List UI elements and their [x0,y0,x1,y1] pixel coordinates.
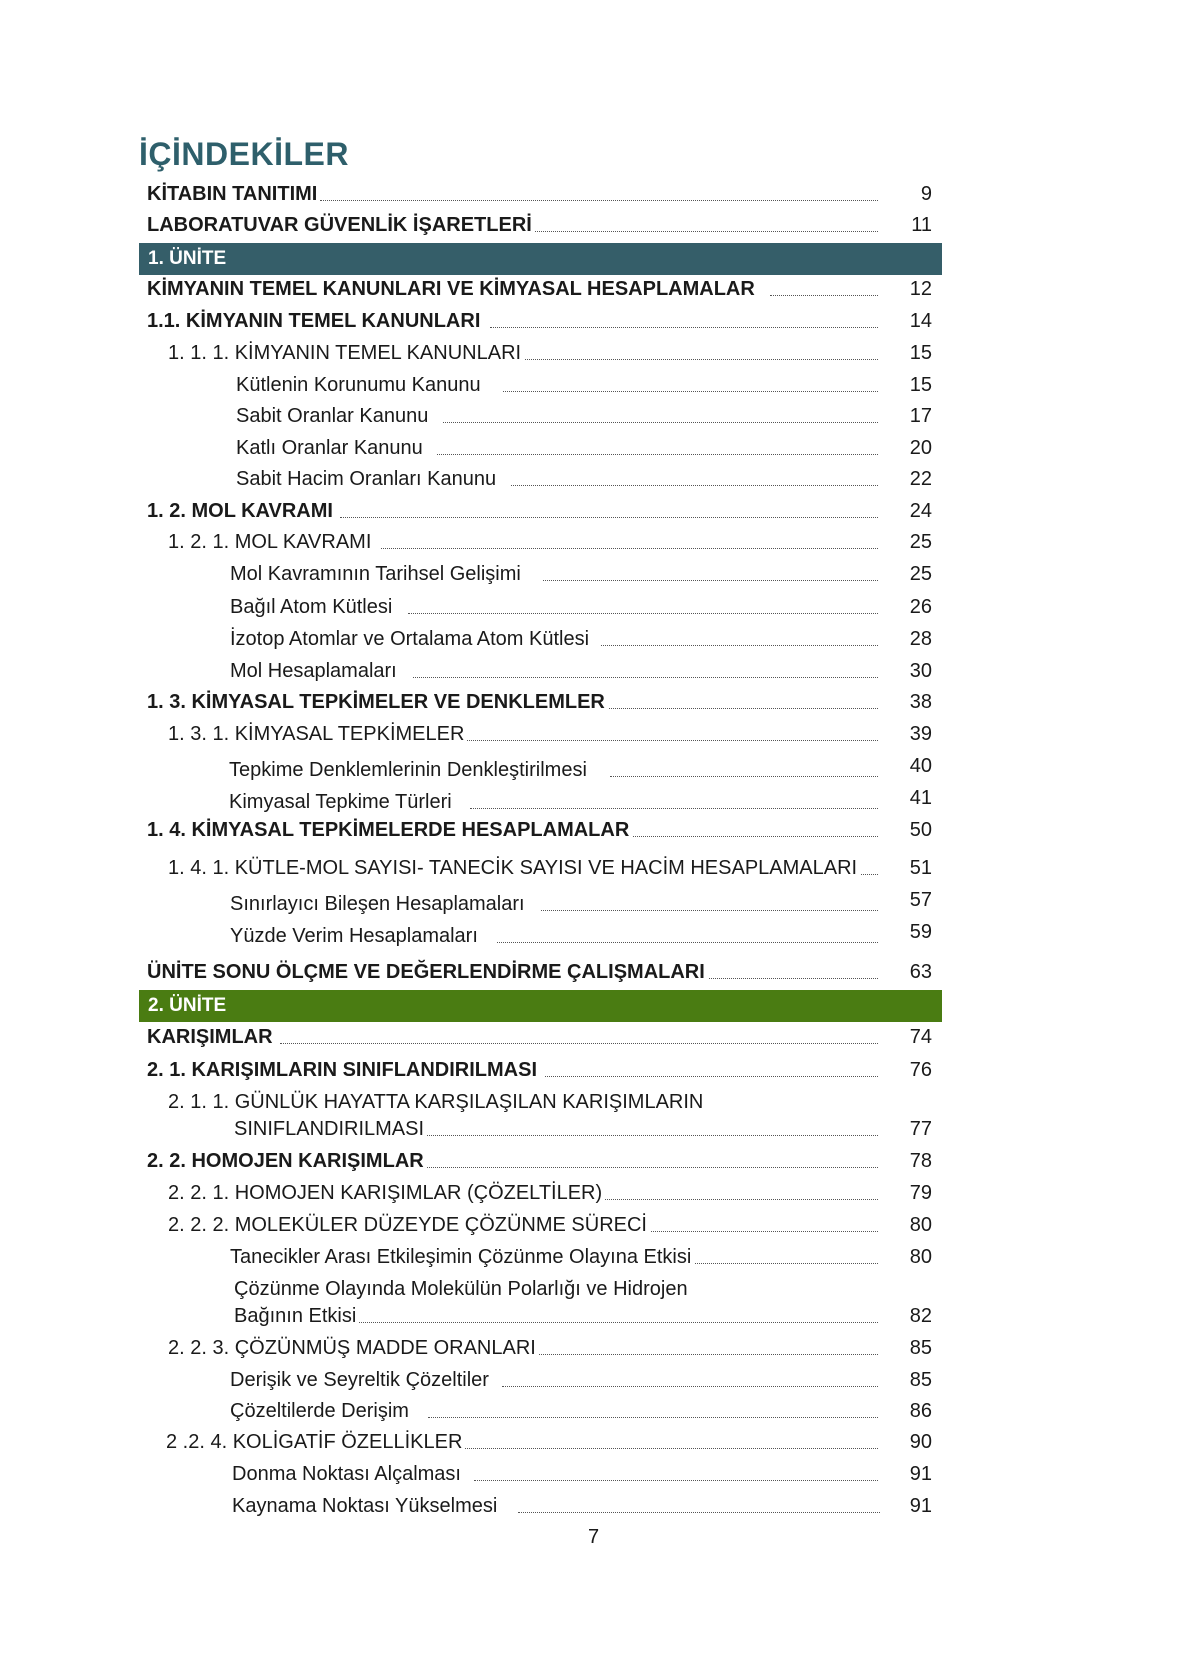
leader-dots [320,200,878,201]
leader-dots [490,327,878,328]
toc-entry-title: 2 .2. 4. KOLİGATİF ÖZELLİKLER [166,1430,465,1454]
toc-entry-page: 78 [909,1150,932,1172]
toc-entry-line1: 2. 1. 1. GÜNLÜK HAYATTA KARŞILAŞILAN KARIŞIMLARIN [168,1091,704,1113]
toc-entry-page: 40 [909,755,932,777]
toc-entry-title: Mol Hesaplamaları [230,659,400,683]
toc-entry[interactable] [0,436,1187,462]
toc-entry-title: 1. 2. 1. MOL KAVRAMI [168,530,374,554]
toc-entry-title: 1. 2. MOL KAVRAMI [147,499,336,523]
toc-entry-title: Sınırlayıcı Bileşen Hesaplamaları [230,892,528,916]
toc-entry[interactable] [0,467,1187,493]
leader-dots [428,1417,878,1418]
leader-dots [420,1167,878,1168]
leader-dots [696,978,878,979]
toc-entry[interactable] [0,1149,1187,1175]
toc-entry-page: 9 [920,183,932,205]
toc-entry[interactable] [0,562,1187,588]
toc-entry-page: 14 [909,310,932,332]
toc-entry-title: 2. 1. KARIŞIMLARIN SINIFLANDIRILMASI [147,1058,540,1082]
toc-entry[interactable] [0,889,1187,918]
leader-dots [503,391,878,392]
leader-dots [601,645,878,646]
toc-entry-page: 15 [909,374,932,396]
toc-entry-title: İzotop Atomlar ve Ortalama Atom Kütlesi [230,627,592,651]
leader-dots [443,422,878,423]
toc-entry-title: Tanecikler Arası Etkileşimin Çözünme Olayına Etkisi [230,1245,694,1269]
leader-dots [470,808,878,809]
toc-entry-page: 28 [909,628,932,650]
toc-entry-title: KİMYANIN TEMEL KANUNLARI VE KİMYASAL HESAPLAMALAR [147,277,758,301]
toc-entry-line1: Çözünme Olayında Molekülün Polarlığı ve Hidrojen [234,1278,688,1300]
toc-entry-title: 1. 4. KİMYASAL TEPKİMELERDE HESAPLAMALAR [147,818,632,842]
toc-entry-page: 25 [909,563,932,585]
toc-entry[interactable] [0,1494,1187,1520]
leader-dots [408,613,878,614]
toc-entry-page: 86 [909,1400,932,1422]
toc-entry-title: 1. 1. 1. KİMYANIN TEMEL KANUNLARI [168,341,524,365]
toc-entry[interactable] [0,1213,1187,1239]
toc-entry-page: 25 [909,531,932,553]
toc-entry-title: Kaynama Noktası Yükselmesi [232,1494,500,1518]
toc-entry[interactable] [0,856,1187,882]
toc-entry-title: SINIFLANDIRILMASI [234,1117,427,1141]
toc-entry-page: 74 [909,1026,932,1048]
leader-dots [592,708,878,709]
toc-entry-title: Mol Kavramının Tarihsel Gelişimi [230,562,524,586]
leader-dots [610,836,878,837]
toc-entry[interactable] [0,404,1187,430]
page-number: 7 [587,1526,600,1548]
toc-entry[interactable] [0,1181,1187,1207]
leader-dots [381,548,878,549]
toc-entry[interactable] [0,182,1187,208]
unit-2-label: 2. ÜNİTE [148,995,227,1016]
toc-entry-page: 91 [909,1495,932,1517]
toc-entry-title: Sabit Oranlar Kanunu [236,404,431,428]
toc-entry-title: Derişik ve Seyreltik Çözeltiler [230,1368,492,1392]
toc-entry-page: 24 [909,500,932,522]
toc-entry[interactable] [0,595,1187,621]
toc-entry-title: 2. 2. HOMOJEN KARIŞIMLAR [147,1149,427,1173]
toc-entry-title: LABORATUVAR GÜVENLİK İŞARETLERİ [147,213,535,237]
toc-entry-page: 80 [909,1246,932,1268]
toc-entry[interactable] [0,341,1187,367]
toc-entry-title: 2. 2. 3. ÇÖZÜNMÜŞ MADDE ORANLARI [168,1336,539,1360]
toc-entry[interactable] [0,309,1187,335]
toc-entry-title: KİTABIN TANITIMI [147,182,320,206]
toc-entry-title: KARIŞIMLAR [147,1025,276,1049]
toc-entry-title: Kimyasal Tepkime Türleri [229,790,455,814]
toc-entry-page: 50 [909,819,932,841]
leader-dots [413,677,878,678]
unit-1-header [139,243,942,275]
leader-dots [543,580,878,581]
leader-dots [453,1448,878,1449]
toc-entry-title: Bağının Etkisi [234,1304,359,1328]
toc-entry-page: 51 [909,857,932,879]
toc-entry[interactable] [0,530,1187,556]
toc-entry-page: 91 [909,1463,932,1485]
toc-entry[interactable] [0,960,1187,986]
toc-entry-title: Donma Noktası Alçalması [232,1462,464,1486]
toc-entry[interactable] [0,921,1187,950]
toc-entry-title: Tepkime Denklemlerinin Denkleştirilmesi [229,758,590,782]
leader-dots [518,1512,880,1513]
toc-entry-title: Katlı Oranlar Kanunu [236,436,426,460]
leader-dots [280,1043,878,1044]
toc-entry[interactable] [0,755,1187,784]
leader-dots [474,1480,878,1481]
page-title: İÇİNDEKİLER [139,136,349,172]
toc-entry-page: 26 [909,596,932,618]
toc-entry[interactable] [0,1399,1187,1425]
toc-entry[interactable] [0,818,1187,844]
toc-entry-page: 57 [909,889,932,911]
toc-entry-page: 79 [909,1182,932,1204]
toc-entry-page: 38 [909,691,932,713]
toc-entry-page: 85 [909,1337,932,1359]
leader-dots [500,231,878,232]
toc-entry-title: Sabit Hacim Oranları Kanunu [236,467,499,491]
toc-entry-page: 76 [909,1059,932,1081]
toc-entry-page: 80 [909,1214,932,1236]
leader-dots [541,910,878,911]
toc-entry[interactable] [0,659,1187,685]
leader-dots [610,776,878,777]
toc-entry[interactable] [0,499,1187,525]
leader-dots [770,295,878,296]
leader-dots [497,942,878,943]
leader-dots [502,1386,878,1387]
toc-entry-title: Bağıl Atom Kütlesi [230,595,395,619]
toc-entry-page: 90 [909,1431,932,1453]
toc-entry[interactable] [0,722,1187,748]
toc-entry-title: Yüzde Verim Hesaplamaları [230,924,481,948]
unit-2-header [139,990,942,1022]
toc-entry-title: 2. 2. 1. HOMOJEN KARIŞIMLAR (ÇÖZELTİLER) [168,1181,605,1205]
toc-entry-page: 63 [909,961,932,983]
toc-entry[interactable] [0,1245,1187,1271]
toc-entry[interactable] [0,1336,1187,1362]
toc-entry-page: 82 [909,1305,932,1327]
leader-dots [463,740,878,741]
leader-dots [437,454,878,455]
toc-entry-title: Kütlenin Korunumu Kanunu [236,373,484,397]
toc-entry[interactable] [0,1368,1187,1394]
toc-entry[interactable] [0,1025,1187,1051]
toc-entry[interactable] [0,213,1187,239]
toc-entry-page: 20 [909,437,932,459]
toc-entry[interactable] [0,1304,1187,1330]
toc-entry-page: 12 [909,278,932,300]
leader-dots [545,1076,878,1077]
toc-entry-page: 11 [911,214,932,236]
leader-dots [632,1231,878,1232]
toc-entry[interactable] [0,627,1187,653]
toc-entry-page: 30 [909,660,932,682]
leader-dots [422,1135,878,1136]
toc-entry-title: 1. 3. 1. KİMYASAL TEPKİMELER [168,722,467,746]
toc-entry-page: 77 [909,1118,932,1140]
leader-dots [340,517,878,518]
toc-entry-page: 17 [909,405,932,427]
toc-entry-page: 41 [909,787,932,809]
toc-entry-page: 15 [909,342,932,364]
toc-entry-page: 39 [909,723,932,745]
toc-entry-page: 85 [909,1369,932,1391]
leader-dots [357,1322,878,1323]
leader-dots [511,485,878,486]
toc-entry[interactable] [0,373,1187,399]
leader-dots [596,1199,878,1200]
toc-entry-title: 1. 3. KİMYASAL TEPKİMELER VE DENKLEMLER [147,690,608,714]
toc-entry-title: Çözeltilerde Derişim [230,1399,412,1423]
leader-dots [692,1263,878,1264]
leader-dots [525,359,878,360]
toc-entry-title: 1. 4. 1. KÜTLE-MOL SAYISI- TANECİK SAYISI VE HACİM HESAPLAMALARI [168,856,860,880]
toc-entry[interactable] [0,1058,1187,1084]
toc-entry[interactable] [0,1117,1187,1143]
toc-entry[interactable] [0,1462,1187,1488]
toc-entry-title: 2. 2. 2. MOLEKÜLER DÜZEYDE ÇÖZÜNME SÜRECİ [168,1213,650,1237]
leader-dots [533,1354,878,1355]
toc-entry-title: ÜNİTE SONU ÖLÇME VE DEĞERLENDİRME ÇALIŞMALARI [147,960,708,984]
toc-entry[interactable] [0,277,1187,303]
toc-entry[interactable] [0,690,1187,716]
unit-1-label: 1. ÜNİTE [148,248,227,269]
toc-entry[interactable] [0,1430,1187,1456]
toc-entry-page: 59 [909,921,932,943]
toc-entry-title: 1.1. KİMYANIN TEMEL KANUNLARI [147,309,483,333]
toc-entry-page: 22 [909,468,932,490]
toc-entry[interactable] [0,787,1187,816]
